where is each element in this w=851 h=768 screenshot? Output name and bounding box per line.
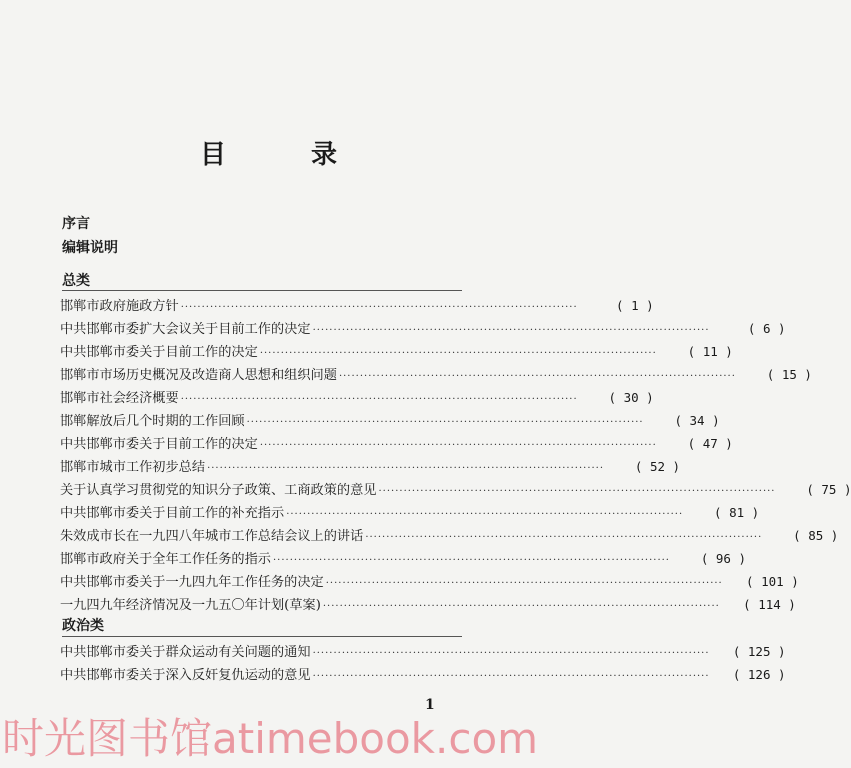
toc-entry[interactable] (60, 410, 720, 433)
section-divider (62, 290, 462, 291)
toc-entry[interactable] (60, 571, 799, 594)
leader-dots: ······························································································· (325, 578, 723, 589)
toc-entry-title: 邯郸市城市工作初步总结 (60, 460, 206, 475)
toc-entry-page: ( 34 ) (674, 413, 720, 428)
page-number: 1 (425, 697, 435, 713)
toc-entry-page: ( 101 ) (746, 574, 799, 589)
toc-list-politics (60, 641, 786, 687)
toc-entry-title: 中共邯郸市委扩大会议关于目前工作的决定 (60, 322, 311, 337)
toc-entry-title: 一九四九年经济情况及一九五〇年计划(草案) (60, 598, 321, 613)
toc-entry-title: 中共邯郸市委关于一九四九年工作任务的决定 (60, 575, 324, 590)
toc-entry[interactable] (60, 318, 786, 341)
toc-entry[interactable] (60, 456, 681, 479)
toc-entry-title: 邯郸市政府关于全年工作任务的指示 (60, 552, 271, 567)
toc-entry[interactable] (60, 387, 654, 410)
leader-dots: ······························································································· (365, 532, 763, 543)
leader-dots: ······························································································· (338, 371, 736, 382)
toc-entry-page: ( 126 ) (732, 667, 786, 682)
leader-dots: ······························································································· (180, 302, 578, 313)
toc-entry-page: ( 75 ) (806, 482, 851, 497)
toc-entry[interactable] (60, 433, 733, 456)
section-heading-general: 总类 (62, 273, 90, 289)
toc-entry-page: ( 52 ) (634, 459, 681, 474)
front-matter-preface: 序言 (62, 216, 90, 232)
leader-dots: ······························································································· (322, 601, 720, 612)
toc-entry[interactable] (60, 479, 851, 502)
leader-dots: ······························································································· (312, 325, 710, 336)
toc-entry[interactable] (60, 364, 812, 387)
toc-entry-page: ( 85 ) (793, 528, 839, 543)
toc-list-general (60, 295, 851, 617)
section-heading-politics: 政治类 (62, 618, 104, 634)
toc-entry-title: 中共邯郸市委关于目前工作的补充指示 (60, 506, 285, 521)
toc-entry-title: 中共邯郸市委关于目前工作的决定 (60, 437, 258, 452)
leader-dots: ······························································································· (312, 648, 710, 659)
leader-dots: ······························································································· (207, 463, 605, 474)
front-matter-editorial-notes: 编辑说明 (62, 240, 118, 256)
toc-entry[interactable] (60, 641, 786, 664)
leader-dots: ······························································································· (273, 555, 670, 566)
leader-dots: ······························································································· (259, 440, 657, 451)
leader-dots: ······························································································· (180, 394, 578, 405)
leader-dots: ······························································································· (378, 486, 776, 497)
leader-dots: ······························································································· (246, 417, 644, 428)
toc-entry-page: ( 96 ) (700, 551, 746, 566)
watermark-text: 时光图书馆atimebook.com (2, 714, 539, 763)
toc-entry-page: ( 30 ) (608, 390, 654, 405)
toc-entry[interactable] (60, 502, 760, 525)
toc-entry-page: ( 125 ) (732, 644, 786, 659)
toc-entry-page: ( 6 ) (747, 321, 786, 336)
toc-entry[interactable] (60, 341, 733, 364)
toc-entry-page: ( 15 ) (766, 367, 812, 382)
toc-entry[interactable] (60, 295, 654, 318)
toc-entry-page: ( 81 ) (714, 505, 760, 520)
toc-entry-page: ( 114 ) (743, 597, 796, 612)
leader-dots: ······························································································· (312, 671, 710, 682)
toc-entry[interactable] (60, 525, 839, 548)
toc-entry-page: ( 47 ) (687, 436, 733, 451)
toc-entry-title: 中共邯郸市委关于目前工作的决定 (60, 345, 258, 360)
toc-entry-title: 中共邯郸市委关于群众运动有关问题的通知 (60, 645, 311, 660)
page-title: 目 录 (199, 140, 376, 170)
toc-entry-page: ( 11 ) (687, 344, 733, 359)
toc-entry-page: ( 1 ) (616, 298, 654, 313)
toc-entry-title: 邯郸市政府施政方针 (60, 299, 179, 314)
leader-dots: ······························································································· (259, 348, 657, 359)
toc-entry-title: 中共邯郸市委关于深入反奸复仇运动的意见 (60, 668, 311, 683)
leader-dots: ······························································································· (286, 509, 684, 520)
toc-entry[interactable] (60, 548, 746, 571)
toc-entry[interactable] (60, 664, 786, 687)
section-divider (62, 636, 462, 637)
toc-entry[interactable] (60, 594, 796, 617)
toc-entry-title: 邯郸市社会经济概要 (60, 391, 179, 406)
toc-entry-title: 朱效成市长在一九四八年城市工作总结会议上的讲话 (60, 529, 364, 544)
toc-entry-title: 邯郸市市场历史概况及改造商人思想和组织问题 (60, 368, 337, 383)
toc-entry-title: 邯郸解放后几个时期的工作回顾 (60, 414, 245, 429)
toc-entry-title: 关于认真学习贯彻党的知识分子政策、工商政策的意见 (60, 483, 377, 498)
